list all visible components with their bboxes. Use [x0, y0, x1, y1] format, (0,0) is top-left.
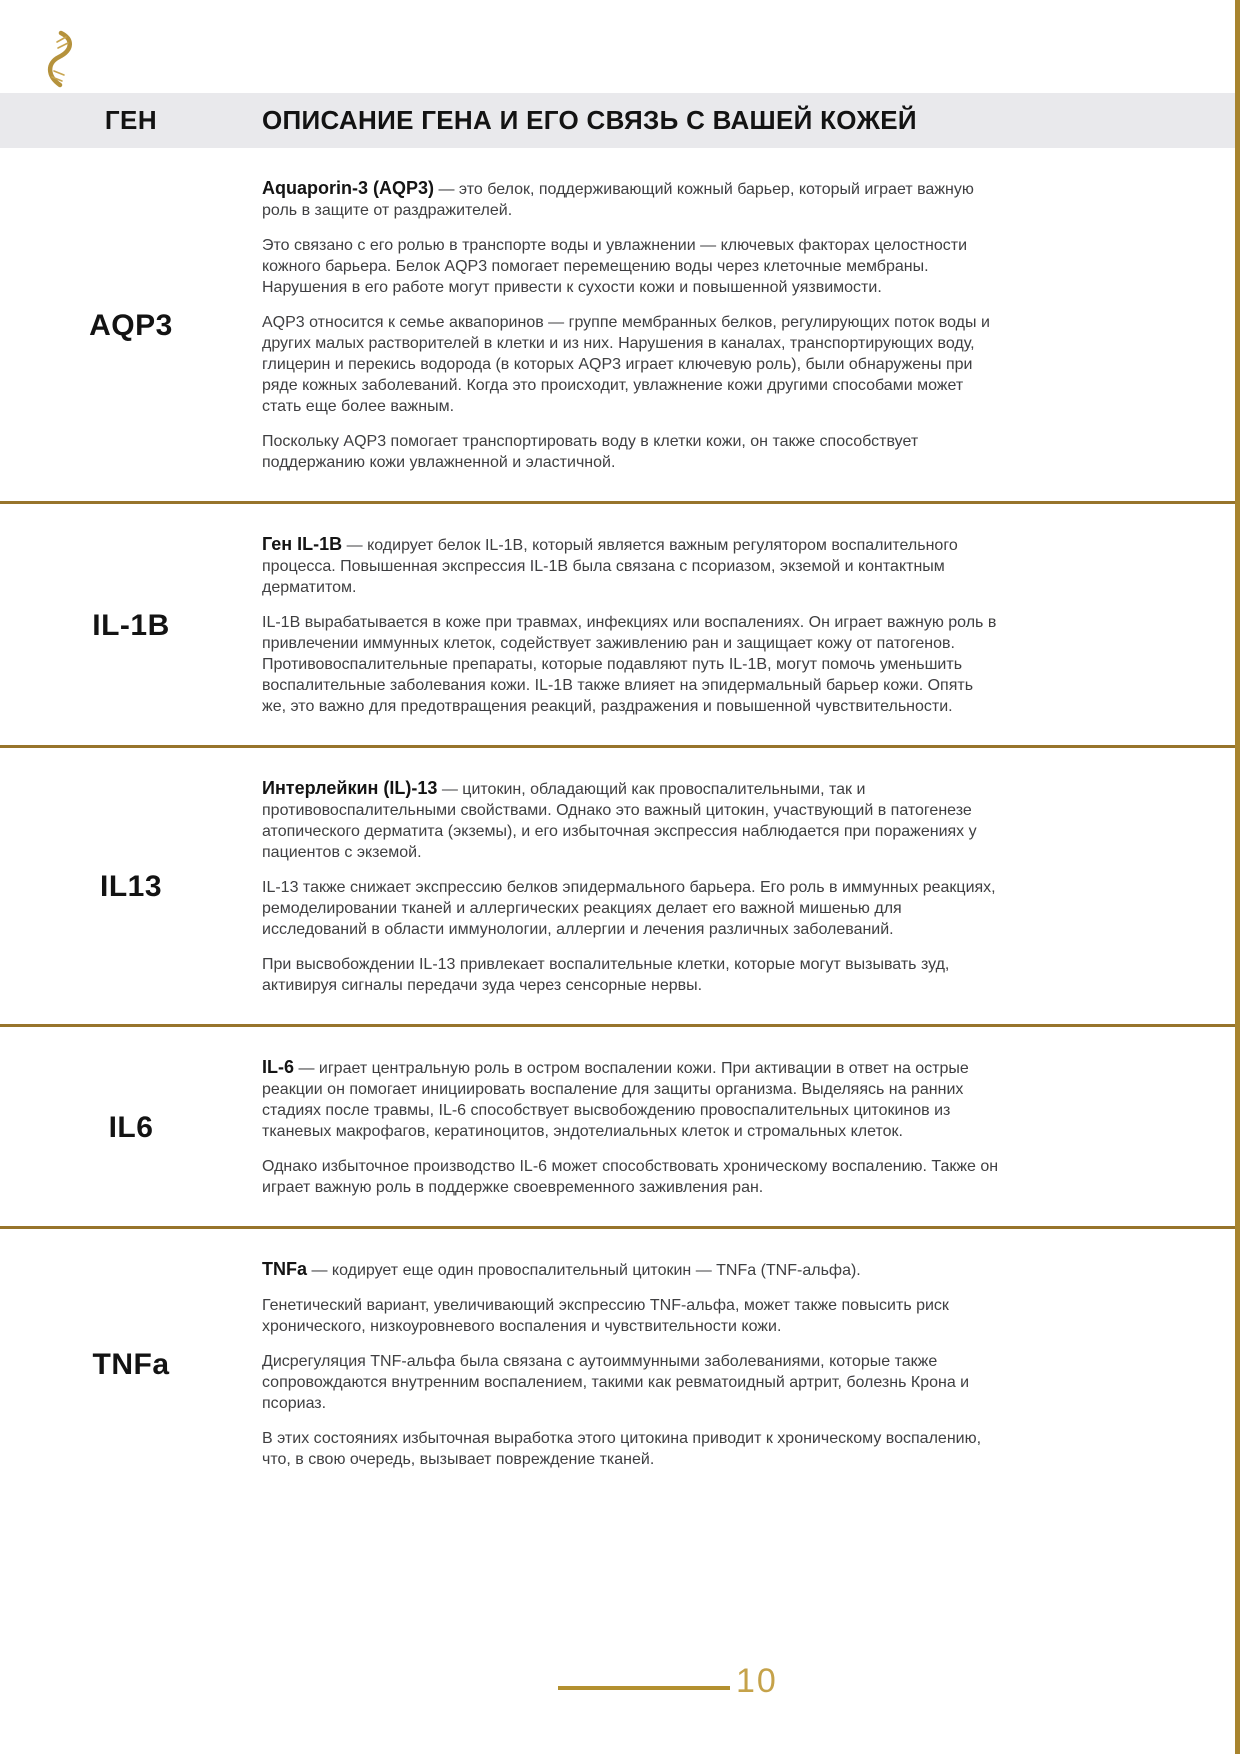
gene-name: IL13	[99, 870, 163, 903]
gene-description	[262, 1259, 1000, 1470]
description-paragraph	[262, 1294, 1000, 1337]
description-paragraph	[262, 178, 1000, 221]
gene-rows-container	[0, 148, 1240, 1498]
page-footer	[0, 1662, 1240, 1714]
column-header-gene: ГЕН	[104, 105, 158, 135]
gene-row	[0, 745, 1240, 1024]
description-paragraph	[262, 611, 1000, 717]
gene-lead-label: Интерлейкин (IL)-13	[262, 778, 438, 798]
description-paragraph	[262, 1155, 1000, 1198]
paragraph-text: Однако избыточное производство IL-6 может способствовать хроническому воспалению. Также он играет важную роль в поддержке своевременного заживления ран.	[262, 1158, 999, 1196]
gene-lead-label: Ген IL-1B	[262, 534, 343, 554]
gene-lead-label: Aquaporin-3 (AQP3)	[262, 178, 435, 198]
paragraph-text: — кодирует белок IL-1B, который является важным регулятором воспалительного процесса. Повышенная экспрессия IL-1B была связана с псориазом, экземой и контактным дерматитом.	[262, 537, 958, 596]
gene-description	[262, 178, 1000, 473]
paragraph-text: — цитокин, обладающий как провоспалительными, так и противовоспалительными свойствами. Однако это важный цитокин, участвующий в патогенезе атопического дерматита (экземы), и его избыточная экспрессия наблюдается при поражениях у пациентов с экземой.	[262, 781, 977, 861]
paragraph-text: Дисрегуляция TNF-альфа была связана с аутоиммунными заболеваниями, которые также сопровождаются внутренним воспалением, такими как ревматоидный артрит, болезнь Крона и псориаз.	[262, 1353, 970, 1412]
paragraph-text: В этих состояниях избыточная выработка этого цитокина приводит к хроническому воспалению, что, в свою очередь, вызывает повреждение тканей.	[262, 1430, 982, 1468]
column-header-description: ОПИСАНИЕ ГЕНА И ЕГО СВЯЗЬ С ВАШЕЙ КОЖЕЙ	[262, 105, 917, 135]
dna-logo-icon	[44, 30, 76, 88]
page-top-area	[0, 0, 1240, 93]
paragraph-text: — играет центральную роль в остром воспалении кожи. При активации в ответ на острые реакции он помогает инициировать воспаление для защиты организма. Выделяясь на ранних стадиях после травмы, IL-6 способствует высвобождению провоспалительных цитокинов из тканевых макрофагов, кератиноцитов, эндотелиальных клеток и стромальных клеток.	[262, 1060, 969, 1140]
paragraph-text: — кодирует еще один провоспалительный цитокин — TNFa (TNF-альфа).	[307, 1262, 861, 1279]
paragraph-text: IL-1B вырабатывается в коже при травмах, инфекциях или воспалениях. Он играет важную роль в привлечении иммунных клеток, содействует заживлению ран и защищает кожу от патогенов. Противовоспалительные препараты, которые подавляют путь IL-1B, могут помочь уменьшить воспалительные заболевания кожи. IL-1B также влияет на эпидермальный барьер кожи. Опять же, это важно для предотвращения реакций, раздражения и повышенной чувствительности.	[262, 614, 997, 715]
gene-row	[0, 501, 1240, 745]
gene-lead-label: IL-6	[262, 1057, 295, 1077]
paragraph-text: При высвобождении IL-13 привлекает воспалительные клетки, которые могут вызывать зуд, активируя сигналы передачи зуда через сенсорные нервы.	[262, 956, 950, 994]
description-paragraph	[262, 534, 1000, 598]
gene-name: TNFa	[92, 1347, 170, 1381]
description-paragraph	[262, 778, 1000, 863]
paragraph-text: AQP3 относится к семье аквапоринов — группе мембранных белков, регулирующих поток воды и других малых растворителей в клетки и из них. Нарушения в каналах, транспортирующих воду, глицерин и перекись водорода (в которых AQP3 играет ключевую роль), были обнаружены при ряде кожных заболеваний. Когда это происходит, увлажнение кожи другими способами может стать еще более важным.	[262, 314, 990, 415]
gene-lead-label: TNFa	[262, 1259, 307, 1279]
description-paragraph	[262, 430, 1000, 473]
gene-name: AQP3	[89, 308, 173, 342]
paragraph-text: Это связано с его ролью в транспорте воды и увлажнении — ключевых факторах целостности кожного барьера. Белок AQP3 помогает перемещению воды через клеточные мембраны. Нарушения в его работе могут привести к сухости кожи и повышенной уязвимости.	[262, 237, 968, 296]
paragraph-text: Генетический вариант, увеличивающий экспрессию TNF-альфа, может также повысить риск хронического, низкоуровневого воспаления и чувствительности кожи.	[262, 1297, 949, 1335]
gene-row	[0, 148, 1240, 501]
description-paragraph	[262, 953, 1000, 996]
paragraph-text: IL-13 также снижает экспрессию белков эпидермального барьера. Его роль в иммунных реакциях, ремоделировании тканей и аллергических реакциях делает его важной мишенью для исследований в области иммунологии, аллергии и лечения различных заболеваний.	[262, 879, 996, 938]
gene-row	[0, 1226, 1240, 1498]
description-paragraph	[262, 1259, 1000, 1281]
description-paragraph	[262, 311, 1000, 417]
gene-row	[0, 1024, 1240, 1226]
table-header	[0, 93, 1240, 148]
page-edge-accent	[1235, 0, 1240, 1754]
gene-name: IL-1B	[92, 608, 170, 642]
description-paragraph	[262, 1057, 1000, 1142]
description-paragraph	[262, 1350, 1000, 1414]
paragraph-text: — это белок, поддерживающий кожный барьер, который играет важную роль в защите от раздражителей.	[262, 181, 974, 219]
gene-description	[262, 778, 1000, 996]
description-paragraph	[262, 876, 1000, 940]
page-number: 10	[736, 1662, 778, 1700]
gene-description	[262, 534, 1000, 717]
description-paragraph	[262, 1427, 1000, 1470]
paragraph-text: Поскольку AQP3 помогает транспортировать воду в клетки кожи, он также способствует поддержанию кожи увлажненной и эластичной.	[262, 433, 919, 471]
footer-divider-line	[558, 1686, 730, 1690]
description-paragraph	[262, 234, 1000, 298]
gene-description	[262, 1057, 1000, 1198]
gene-name: IL6	[108, 1110, 154, 1144]
